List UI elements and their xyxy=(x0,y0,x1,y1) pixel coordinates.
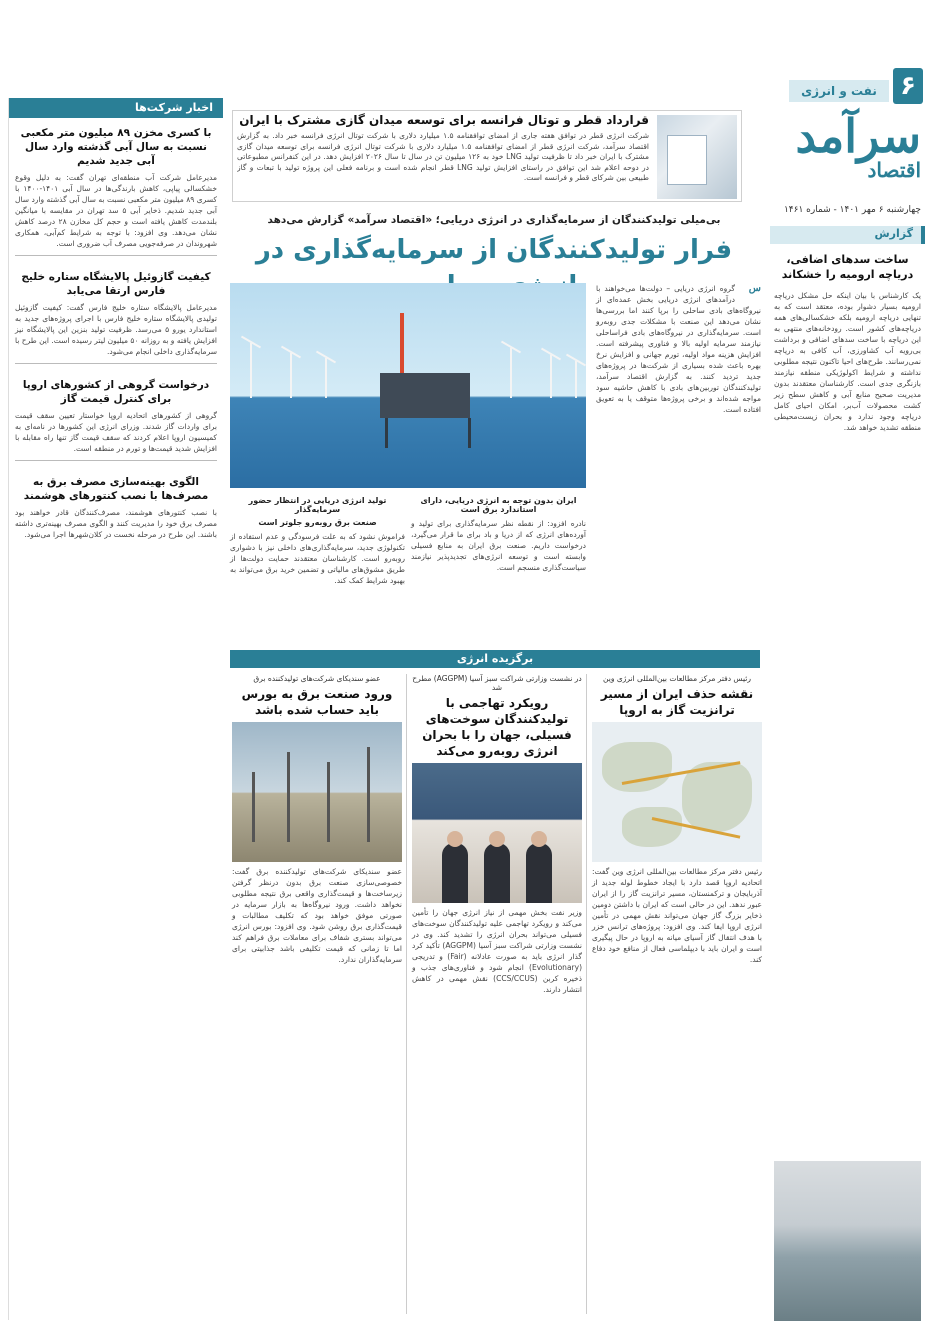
sidebar-news-item xyxy=(9,262,223,370)
article-subhead: ایران بدون توجه به انرژی دریایی، دارای استاندارد برق است xyxy=(420,496,577,514)
main-article-right xyxy=(596,283,761,643)
report-body: یک کارشناس با بیان اینکه حل مشکل دریاچه ارومیه بسیار دشوار بوده، معتقد است که به تنهایی دریاچه ارومیه بلکه خشکسالی‌های همه دریاچه‌های کشور است. رودخانه‌های منتهی به این دریاچه با ساخت سدهای اضافی و برداشت بی‌رویه آب کشاورزی، آب کافی به دریاچه نمی‌رسانند. طرح‌های احیا تاکنون نتیجه مطلوبی نداشته و شرایط اکولوژیکی منطقه نیازمند بازنگری جدی است. کارشناسان معتقدند بدون مدیریت صحیح منابع آبی و کاهش سطح زیر کشت محصولات آب‌بر، امکان احیای کامل دریاچه وجود ندارد و بحران زیست‌محیطی منطقه تشدید خواهد شد. xyxy=(774,291,921,432)
article-text: نادره افزود: از نقطه نظر سرمایه‌گذاری برای تولید و آورده‌های انرژی که از دریا و باد برای ما قرار می‌گیرد، درخواست داریم. صنعت برق ایران به منابع فسیلی وابسته است و توسعه انرژی‌های تجدیدپذیر نیازمند سیاست‌گذاری منسجم است. xyxy=(411,519,586,572)
featured-kicker: در نشست وزارتی شراکت سبز آسیا (AGGPM) مطرح شد xyxy=(412,674,582,692)
sidebar-news-body: گروهی از کشورهای اتحادیه اروپا خواستار تعیین سقف قیمت برای واردات گاز شدند. وزرای انرژی این کشورها در نامه‌ای به کمیسیون اروپا اعلام کردند که سقف قیمت گاز تنها راه مقابله با افزایش شدید قیمت‌ها و تورم در منطقه است. xyxy=(15,411,217,453)
sidebar-news-item xyxy=(9,370,223,467)
jackup-rig xyxy=(380,373,470,418)
report-heading: گزارش xyxy=(770,226,925,244)
main-title: فرار تولیدکنندگان از سرمایه‌گذاری در xyxy=(255,235,733,265)
sidebar-news-title: با کسری مخزن ۸۹ میلیون متر مکعبی نسبت به سال آبی گذشته وارد سال آبی جدید شدیم xyxy=(20,127,212,167)
logo-sub: اقتصاد xyxy=(867,158,921,182)
featured-article xyxy=(412,674,582,1324)
featured-article xyxy=(232,674,402,1324)
sidebar-news-item xyxy=(9,467,223,544)
sidebar-heading: اخبار شرکت‌ها xyxy=(9,98,223,118)
brand-mark-icon: س xyxy=(748,283,761,294)
offshore-wind-photo xyxy=(230,283,586,488)
masthead-logo xyxy=(761,110,921,200)
article-subhead: صنعت برق روبه‌رو جلوتر است xyxy=(258,518,377,527)
sidebar-news-body: مدیرعامل شرکت آب منطقه‌ای تهران گفت: به دلیل وقوع خشکسالی پیاپی، کاهش بارندگی‌ها در سال آبی ۱۴۰۱-۱۴۰۰ با کسری ۸۹ میلیون متر مکعبی نسبت به سال آبی گذشته وارد سال آبی جدید شدیم. ذخایر آبی ۵ سد تهران در مقایسه با میانگین بلندمدت کاهش یافته است و حجم کل مخازن ۲۸ درصد کاهش نشان می‌دهد. وی افزود: با توجه به شرایط کم‌آبی، همکاری شهروندان در صرفه‌جویی مصرف آب ضروری است. xyxy=(15,173,218,248)
main-kicker: بی‌میلی تولیدکنندگان از سرمایه‌گذاری در انرژی دریایی؛ «اقتصاد سرآمد» گزارش می‌دهد xyxy=(267,214,721,226)
top-news-box xyxy=(232,110,742,202)
article-subhead: تولید انرژی دریایی در انتظار حضور سرمایه‌گذار xyxy=(248,496,387,514)
logo-main: سرآمد xyxy=(795,109,921,163)
pipeline-map-image xyxy=(592,722,762,862)
featured-title: رویکرد تهاجمی با تولیدکنندگان سوخت‌های فسیلی، جهان را با بحران انرژی روبه‌رو می‌کند xyxy=(422,696,572,758)
report-column xyxy=(770,226,925,1321)
issue-line: چهارشنبه ۶ مهر ۱۴۰۱ - شماره ۱۴۶۱ xyxy=(783,205,921,215)
page-number: ۶ xyxy=(893,68,923,104)
top-news-title: قرارداد قطر و توتال فرانسه برای توسعه میدان گازی مشترک با ایران xyxy=(239,113,649,127)
sidebar-news-title: درخواست گروهی از کشورهای اروپا برای کنترل قیمت گاز xyxy=(22,379,210,405)
sidebar-news-body: با نصب کنتورهای هوشمند، مصرف‌کنندگان قادر خواهند بود مصرف برق خود را مدیریت کنند و الگوی مصرف بهینه‌تری داشته باشند. این طرح در مرحله نخست در کلان‌شهرها اجرا می‌شود. xyxy=(15,508,217,539)
featured-kicker: عضو سندیکای شرکت‌های تولید‌کننده برق xyxy=(253,674,381,683)
sidebar-news-title: کیفیت گازوئیل پالایشگاه ستاره خلیج فارس ارتقا می‌یابد xyxy=(21,271,211,297)
sidebar-news-item xyxy=(9,118,223,262)
top-news-photo xyxy=(657,115,737,199)
report-title: ساخت سدهای اضافی، دریاچه ارومیه را خشکاند xyxy=(781,253,914,281)
article-text: فراموش نشود که به علت فرسودگی و عدم استفاده از تکنولوژی جدید، سرمایه‌گذاری‌های داخلی نیز با دشواری روبه‌رو است. کارشناسان معتقدند حمایت دولت‌ها از طریق مشوق‌های مالیاتی و تضمین خرید برق می‌تواند به بهبود شرایط کمک کند. xyxy=(230,532,405,585)
featured-article xyxy=(592,674,762,1324)
main-article-text: گروه انرژی دریایی – دولت‌ها می‌خواهند با درآمدهای انرژی دریایی بخش عمده‌ای از نیروگاه‌های بادی ساحلی را برپا کنند اما بررسی‌ها نشان می‌دهد این صنعت با مشکلات جدی روبه‌رو است. سرمایه‌گذاری در نیروگاه‌های بادی فراساحلی نیازمند سرمایه اولیه بالا و فناوری پیشرفته است. افزایش هزینه مواد اولیه، تورم جهانی و افزایش نرخ بهره باعث شده بسیاری از شرکت‌ها در پروژه‌های جدید تردید کنند. به گزارش اقتصاد سرآمد، تولیدکنندگان توربین‌های بادی با کاهش حاشیه سود مواجه شده‌اند و برخی پروژه‌ها متوقف یا به تعویق افتاده است. xyxy=(596,284,761,414)
meeting-photo xyxy=(412,763,582,903)
featured-body: عضو سندیکای شرکت‌های تولیدکننده برق گفت: خصوصی‌سازی صنعت برق بدون درنظر گرفتن زیرساخت‌ها و قیمت‌گذاری واقعی برق نتیجه مطلوبی نخواهد داشت. ورود نیروگاه‌ها به بازار سرمایه در صورتی موفق خواهد بود که تکلیف مطالبات و قیمت‌گذاری برق روشن شود. وی افزود: بورس انرژی می‌تواند بستری شفاف برای معاملات برق فراهم کند اما تا زمانی که قیمت تکلیفی باشد جذابیتی برای سرمایه‌گذاران ندارد. xyxy=(232,867,402,964)
featured-body: رئیس دفتر مرکز مطالعات بین‌المللی انرژی وین گفت: اتحادیه اروپا قصد دارد با ایجاد خطوط لوله جدید از آذربایجان و ترکمنستان، مسیر ترانزیت گاز را از ایران عبور ندهد. این در حالی است که ایران با داشتن دومین ذخایر بزرگ گاز جهان می‌تواند نقش مهمی در تأمین انرژی اروپا ایفا کند. وی افزود: پروژه‌های ترانس خزر با هدف انتقال گاز آسیای میانه به اروپا در حال پیگیری است و ایران باید با دیپلماسی فعال از منافع خود دفاع کند. xyxy=(592,867,762,964)
featured-body: وزیر نفت بخش مهمی از نیاز انرژی جهان را تأمین می‌کند و رویکرد تهاجمی علیه تولیدکنندگان سوخت‌های فسیلی می‌تواند بحران انرژی را تشدید کند. وی در نشست وزارتی شراکت سبز آسیا (AGGPM) تأکید کرد گذار انرژی باید به صورت عادلانه (Fair) و تدریجی (Evolutionary) انجام شود و فناوری‌های جذب و ذخیره کربن (CCS/CCUS) نقش مهمی در کاهش انتشار دارند. xyxy=(412,908,582,994)
featured-kicker: رئیس دفتر مرکز مطالعات بین‌المللی انرژی وین xyxy=(603,674,751,683)
lake-photo xyxy=(774,1161,921,1321)
top-news-body: شرکت انرژی قطر در توافق هفته جاری از امضای توافقنامه ۱.۵ میلیارد دلاری با شرکت توتال انرژی فرانسه خبر داد. به گزارش اقتصاد سرآمد، شرکت انرژی قطر از امضای توافقنامه ۱.۵ میلیارد دلاری با شرکت توتال انرژی فرانسه برای توسعه میدان گازی مشترک با ایران خبر داد تا ظرفیت تولید LNG خود به ۱۲۶ میلیون تن در سال تا سال ۲۰۲۶ افزایش دهد. در این کنفرانس مطبوعاتی در دوحه اعلام شد این توافق در راستای افزایش تولید LNG قطر انجام شده است و برنامه فعلی این پروژه تولید با تبعات و گاز طبیعی بین شرکای قطر و فرانسه است. xyxy=(237,131,649,182)
featured-energy-bar: برگزیده انرژی xyxy=(230,650,760,668)
sidebar-news-body: مدیرعامل پالایشگاه ستاره خلیج فارس گفت: کیفیت گازوئیل تولیدی پالایشگاه ستاره خلیج فارس با اجرای پروژه‌های جدید به استاندارد یورو ۵ می‌رسد. ظرفیت تولید بنزین این پالایشگاه نیز افزایش یافته و به روزانه ۵۰ میلیون لیتر رسیده است. این طرح با سرمایه‌گذاری داخلی انجام می‌شود. xyxy=(15,303,217,356)
section-label: نفت و انرژی xyxy=(789,80,889,102)
main-article-bottom xyxy=(230,492,586,642)
company-news-sidebar xyxy=(8,98,223,1320)
sidebar-news-title: الگوی بهینه‌سازی مصرف برق به مصرف‌ها با نصب کنتورهای هوشمند xyxy=(23,476,209,502)
featured-title: نقشه حذف ایران از مسیر ترانزیت گاز به اروپا xyxy=(600,687,754,717)
power-substation-photo xyxy=(232,722,402,862)
featured-title: ورود صنعت برق به بورس باید حساب شده باشد xyxy=(241,687,393,717)
